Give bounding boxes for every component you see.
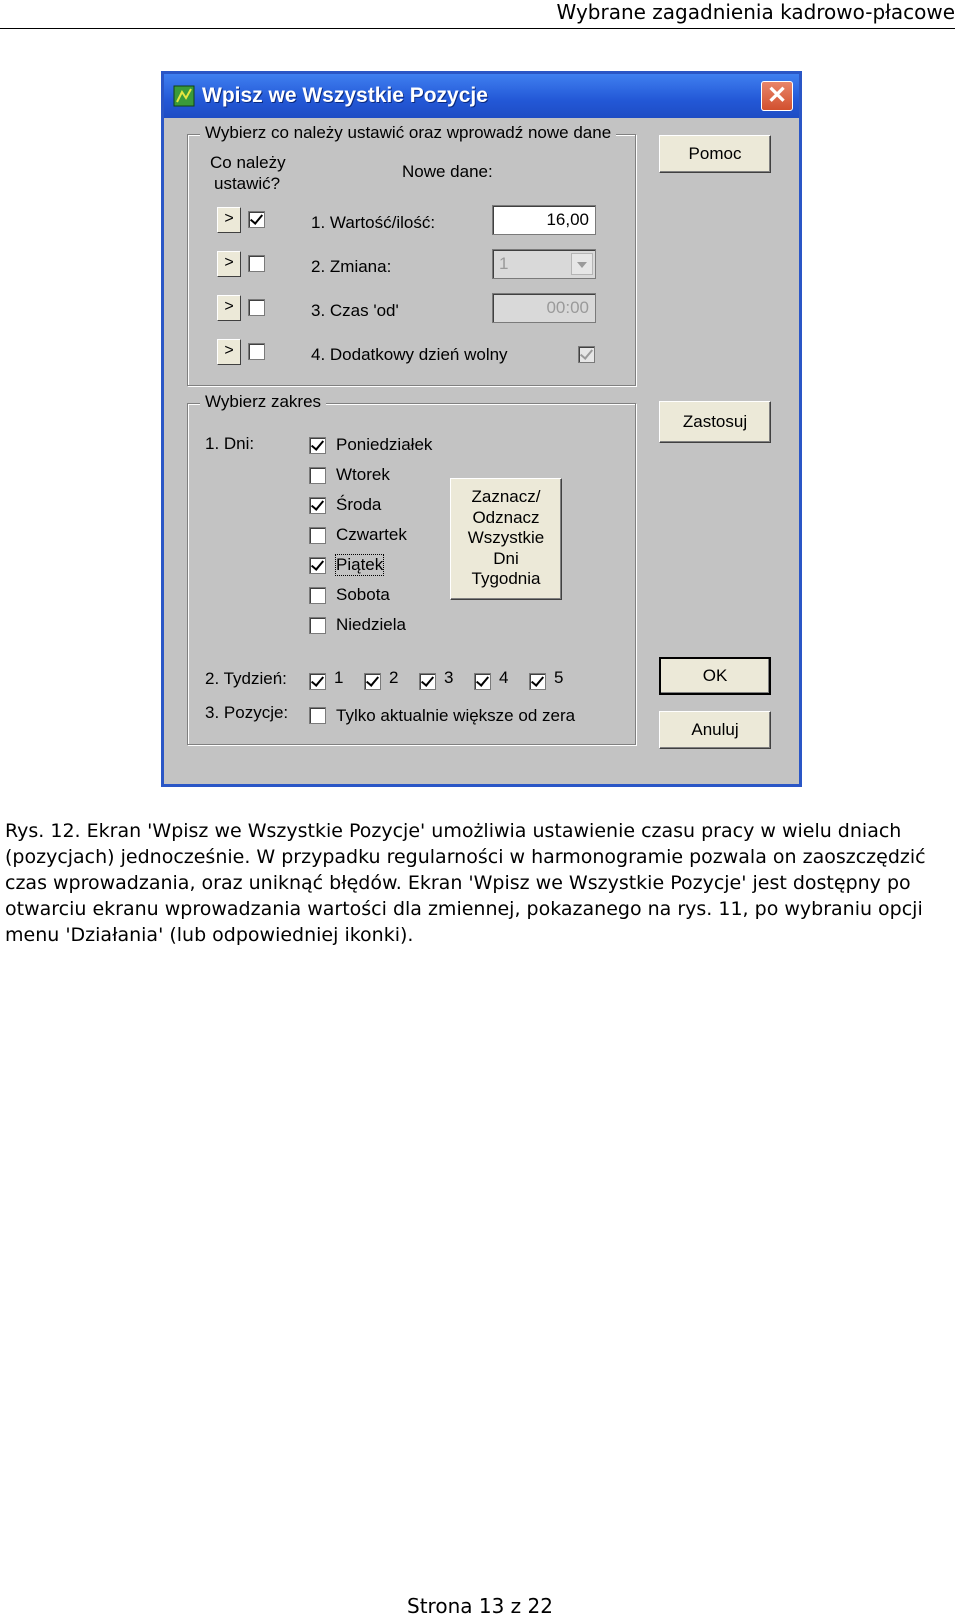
cancel-button-label: Anuluj (691, 720, 739, 739)
row3-label: 3. Czas 'od' (311, 301, 399, 320)
page-header (0, 0, 955, 29)
row2-label: 2. Zmiana: (311, 257, 392, 276)
extra-day-off-checkbox[interactable] (578, 346, 595, 363)
week1-checkbox[interactable] (309, 673, 326, 690)
shift-select-value: 1 (499, 254, 509, 273)
week1-label: 1 (334, 668, 344, 687)
toggle-days-line3: Wszystkie (467, 528, 545, 547)
day-thursday-label: Czwartek (336, 525, 407, 544)
week2-label: 2 (389, 668, 399, 687)
toggle-all-days-button[interactable] (450, 478, 562, 600)
chevron-right-icon: > (224, 210, 234, 227)
week4-label: 4 (499, 668, 509, 687)
col-what-label-line1: Co należy (210, 153, 286, 172)
shift-select[interactable] (492, 249, 596, 279)
week5-label: 5 (554, 668, 564, 687)
week4-checkbox[interactable] (474, 673, 491, 690)
time-from-text: 00:00 (546, 298, 589, 317)
figure-caption: Rys. 12. Ekran 'Wpisz we Wszystkie Pozycje' umożliwia ustawienie czasu pracy w wielu dniach (pozycjach) jednocześnie. W przypadku regularności w harmonogramie pozwala on zaoszczędzić czas wprowadzania, oraz uniknąć błędów. Ekran 'Wpisz we Wszystkie Pozycje' jest dostępny po otwarciu ekranu wprowadzania wartości dla zmiennej, pokazanego na rys. 11, po wybraniu opcji menu 'Działania' (lub odpowiedniej ikonki). (5, 820, 926, 946)
help-button[interactable] (659, 135, 771, 173)
settings-group-title: Wybierz co należy ustawić oraz wprowadź nowe dane (200, 123, 616, 143)
row2-checkbox[interactable] (248, 255, 265, 272)
row2-arrow-button[interactable] (217, 251, 241, 277)
row1-label: 1. Wartość/ilość: (311, 213, 436, 232)
day-sunday-checkbox[interactable] (309, 617, 326, 634)
day-saturday-checkbox[interactable] (309, 587, 326, 604)
chevron-down-icon (571, 253, 593, 275)
chevron-right-icon: > (224, 342, 234, 359)
day-tuesday-checkbox[interactable] (309, 467, 326, 484)
week5-checkbox[interactable] (529, 673, 546, 690)
toggle-days-line2: Odznacz (472, 507, 540, 527)
row4-label: 4. Dodatkowy dzień wolny (311, 345, 508, 364)
day-monday-checkbox[interactable] (309, 437, 326, 454)
app-icon (172, 84, 196, 108)
day-wednesday-checkbox[interactable] (309, 497, 326, 514)
col-what-label-line2: ustawić? (214, 174, 281, 193)
toggle-days-line4: Dni (493, 548, 519, 568)
ok-button[interactable] (659, 657, 771, 695)
positions-nonzero-label: Tylko aktualnie większe od zera (336, 706, 576, 725)
dialog-title: Wpisz we Wszystkie Pozycje (202, 84, 488, 107)
positions-label: 3. Pozycje: (205, 703, 289, 722)
row4-arrow-button[interactable] (217, 339, 241, 365)
row1-arrow-button[interactable] (217, 207, 241, 233)
row3-arrow-button[interactable] (217, 295, 241, 321)
day-friday-label: Piątek (336, 555, 384, 574)
week3-label: 3 (444, 668, 454, 687)
close-icon: ✕ (766, 82, 788, 109)
day-monday-label: Poniedziałek (336, 435, 433, 454)
close-button[interactable] (761, 81, 793, 111)
day-thursday-checkbox[interactable] (309, 527, 326, 544)
page-header-text: Wybrane zagadnienia kadrowo-płacowe (556, 0, 955, 24)
day-friday-checkbox[interactable] (309, 557, 326, 574)
apply-button-label: Zastosuj (682, 412, 748, 431)
range-group-title: Wybierz zakres (200, 392, 326, 412)
day-saturday-label: Sobota (336, 585, 390, 604)
chevron-right-icon: > (224, 254, 234, 271)
toggle-days-line5: Tygodnia (471, 569, 541, 588)
row1-checkbox[interactable] (248, 211, 265, 228)
day-wednesday-label: Środa (336, 495, 382, 514)
week3-checkbox[interactable] (419, 673, 436, 690)
row3-checkbox[interactable] (248, 299, 265, 316)
page-footer: Strona 13 z 22 (407, 1594, 553, 1618)
row4-checkbox[interactable] (248, 343, 265, 360)
dialog-window (161, 71, 802, 787)
apply-button[interactable] (659, 401, 771, 443)
cancel-button[interactable] (659, 711, 771, 749)
positions-nonzero-checkbox[interactable] (309, 707, 326, 724)
week-label: 2. Tydzień: (205, 669, 287, 688)
day-tuesday-label: Wtorek (336, 465, 390, 484)
help-button-label: Pomoc (688, 144, 742, 163)
dialog-titlebar[interactable] (164, 74, 799, 118)
chevron-right-icon: > (224, 298, 234, 315)
col-new-data-label: Nowe dane: (402, 162, 493, 181)
day-sunday-label: Niedziela (336, 615, 406, 634)
time-from-input[interactable] (492, 293, 596, 323)
days-label: 1. Dni: (205, 434, 255, 453)
toggle-days-line1: Zaznacz/ (471, 487, 541, 506)
value-quantity-input[interactable] (492, 205, 596, 235)
week2-checkbox[interactable] (364, 673, 381, 690)
value-quantity-text: 16,00 (546, 210, 589, 229)
ok-button-label: OK (702, 666, 728, 685)
